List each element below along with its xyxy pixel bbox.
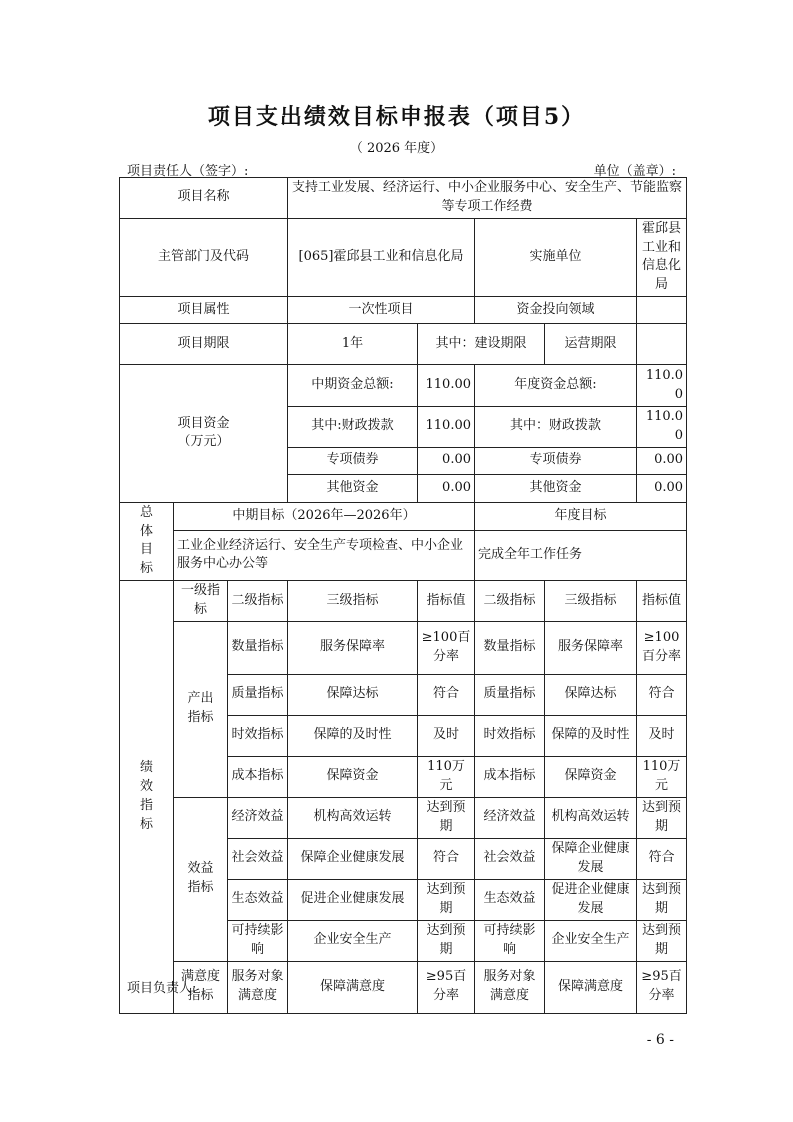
year-fiscal-label: 其中：财政拨款 xyxy=(475,407,637,448)
footer-responsible-label: 项目负责人: xyxy=(127,981,197,996)
mid-total-value: 110.00 xyxy=(418,365,475,407)
responsible-sign-label: 项目责任人（签字）: xyxy=(127,164,249,179)
annual-level3-indicator: 企业安全生产 xyxy=(545,920,637,961)
project-name-label: 项目名称 xyxy=(120,178,288,219)
annual-level2-indicator: 经济效益 xyxy=(475,797,545,838)
annual-level2-indicator: 成本指标 xyxy=(475,756,545,797)
level2-indicator: 成本指标 xyxy=(228,756,288,797)
indicator-header: 三级指标 xyxy=(545,581,637,622)
indicator-value: 符合 xyxy=(418,838,475,879)
fiscal-value: 110.00 xyxy=(418,407,475,448)
performance-indicators-label: 绩 效 指 标 xyxy=(120,581,174,1014)
level1-indicator: 效益 指标 xyxy=(174,797,228,961)
year-total-label: 年度资金总额: xyxy=(475,365,637,407)
level3-indicator: 保障企业健康发展 xyxy=(288,838,418,879)
indicator-header: 指标值 xyxy=(418,581,475,622)
level3-indicator: 企业安全生产 xyxy=(288,920,418,961)
level2-indicator: 可持续影响 xyxy=(228,920,288,961)
dept-code-value: [065]霍邱县工业和信息化局 xyxy=(288,218,475,296)
indicator-value: 110万元 xyxy=(418,756,475,797)
annual-indicator-value: 达到预期 xyxy=(637,797,687,838)
funds-label: 项目资金 （万元） xyxy=(120,365,288,503)
annual-indicator-value: 符合 xyxy=(637,838,687,879)
page-title: 项目支出绩效目标申报表（项目5） xyxy=(207,104,586,130)
level2-indicator: 质量指标 xyxy=(228,674,288,715)
project-name-value: 支持工业发展、经济运行、中小企业服务中心、安全生产、节能监察等专项工作经费 xyxy=(288,178,687,219)
attribute-label: 项目属性 xyxy=(120,297,288,324)
indicator-header: 三级指标 xyxy=(288,581,418,622)
year-other-funds-value: 0.00 xyxy=(637,474,687,502)
annual-goal-header: 年度目标 xyxy=(475,502,687,530)
level3-indicator: 保障资金 xyxy=(288,756,418,797)
level1-indicator: 满意度指标 xyxy=(174,961,228,1013)
level2-indicator: 服务对象满意度 xyxy=(228,961,288,1013)
dept-code-label: 主管部门及代码 xyxy=(120,218,288,296)
period-label: 项目期限 xyxy=(120,324,288,365)
level3-indicator: 保障的及时性 xyxy=(288,715,418,756)
level2-indicator: 数量指标 xyxy=(228,621,288,674)
indicator-value: 达到预期 xyxy=(418,920,475,961)
special-bond-label: 专项债券 xyxy=(288,447,418,474)
year-fiscal-value: 110.00 xyxy=(637,407,687,448)
year-total-value: 110.00 xyxy=(637,365,687,407)
annual-level3-indicator: 服务保障率 xyxy=(545,621,637,674)
mid-goal-text: 工业企业经济运行、安全生产专项检查、中小企业服务中心办公等 xyxy=(174,530,475,580)
year-special-bond-label: 专项债券 xyxy=(475,447,637,474)
annual-level3-indicator: 保障企业健康发展 xyxy=(545,838,637,879)
construction-period-label: 其中：建设期限 xyxy=(418,324,545,365)
level3-indicator: 保障达标 xyxy=(288,674,418,715)
annual-level2-indicator: 时效指标 xyxy=(475,715,545,756)
level3-indicator: 保障满意度 xyxy=(288,961,418,1013)
overall-goal-label: 总 体 目 标 xyxy=(120,502,174,580)
annual-indicator-value: 达到预期 xyxy=(637,920,687,961)
year-line: （ 2026 年度） xyxy=(349,141,444,156)
performance-form-table xyxy=(119,177,687,1014)
mid-total-label: 中期资金总额: xyxy=(288,365,418,407)
indicator-value: 及时 xyxy=(418,715,475,756)
attribute-value: 一次性项目 xyxy=(288,297,475,324)
annual-level3-indicator: 机构高效运转 xyxy=(545,797,637,838)
mid-goal-header: 中期目标（2026年—2026年） xyxy=(174,502,475,530)
year-other-funds-label: 其他资金 xyxy=(475,474,637,502)
annual-level3-indicator: 保障的及时性 xyxy=(545,715,637,756)
indicator-value: 符合 xyxy=(418,674,475,715)
annual-level2-indicator: 质量指标 xyxy=(475,674,545,715)
other-funds-value: 0.00 xyxy=(418,474,475,502)
year-special-bond-value: 0.00 xyxy=(637,447,687,474)
annual-indicator-value: 110万元 xyxy=(637,756,687,797)
annual-indicator-value: 及时 xyxy=(637,715,687,756)
annual-level3-indicator: 保障满意度 xyxy=(545,961,637,1013)
level1-indicator: 产出 指标 xyxy=(174,621,228,797)
annual-indicator-value: ≥100百分率 xyxy=(637,621,687,674)
annual-level3-indicator: 保障达标 xyxy=(545,674,637,715)
indicator-value: 达到预期 xyxy=(418,797,475,838)
level3-indicator: 服务保障率 xyxy=(288,621,418,674)
indicator-header: 指标值 xyxy=(637,581,687,622)
indicator-row xyxy=(120,797,687,838)
period-value: 1年 xyxy=(288,324,418,365)
annual-indicator-value: 符合 xyxy=(637,674,687,715)
level2-indicator: 经济效益 xyxy=(228,797,288,838)
level3-indicator: 促进企业健康发展 xyxy=(288,879,418,920)
fund-area-value xyxy=(637,297,687,324)
impl-unit-value: 霍邱县工业和信息化局 xyxy=(637,218,687,296)
unit-seal-label: 单位（盖章）: xyxy=(593,164,676,179)
indicator-header: 二级指标 xyxy=(475,581,545,622)
annual-level2-indicator: 可持续影响 xyxy=(475,920,545,961)
fiscal-label: 其中:财政拨款 xyxy=(288,407,418,448)
annual-level3-indicator: 保障资金 xyxy=(545,756,637,797)
level2-indicator: 社会效益 xyxy=(228,838,288,879)
special-bond-value: 0.00 xyxy=(418,447,475,474)
operation-period-label: 运营期限 xyxy=(545,324,637,365)
indicator-value: 达到预期 xyxy=(418,879,475,920)
annual-level2-indicator: 数量指标 xyxy=(475,621,545,674)
annual-goal-text: 完成全年工作任务 xyxy=(475,530,687,580)
level2-indicator: 时效指标 xyxy=(228,715,288,756)
annual-level2-indicator: 生态效益 xyxy=(475,879,545,920)
fund-area-label: 资金投向领域 xyxy=(475,297,637,324)
annual-indicator-value: ≥95百分率 xyxy=(637,961,687,1013)
indicator-row xyxy=(120,621,687,674)
indicator-row xyxy=(120,961,687,1013)
operation-period-value xyxy=(637,324,687,365)
level2-indicator: 生态效益 xyxy=(228,879,288,920)
other-funds-label: 其他资金 xyxy=(288,474,418,502)
page-number: - 6 - xyxy=(646,1032,674,1048)
indicator-value: ≥100百分率 xyxy=(418,621,475,674)
annual-level2-indicator: 社会效益 xyxy=(475,838,545,879)
impl-unit-label: 实施单位 xyxy=(475,218,637,296)
indicator-value: ≥95百分率 xyxy=(418,961,475,1013)
annual-level3-indicator: 促进企业健康发展 xyxy=(545,879,637,920)
indicator-header: 一级指标 xyxy=(174,581,228,622)
annual-indicator-value: 达到预期 xyxy=(637,879,687,920)
annual-level2-indicator: 服务对象满意度 xyxy=(475,961,545,1013)
level3-indicator: 机构高效运转 xyxy=(288,797,418,838)
indicator-header: 二级指标 xyxy=(228,581,288,622)
